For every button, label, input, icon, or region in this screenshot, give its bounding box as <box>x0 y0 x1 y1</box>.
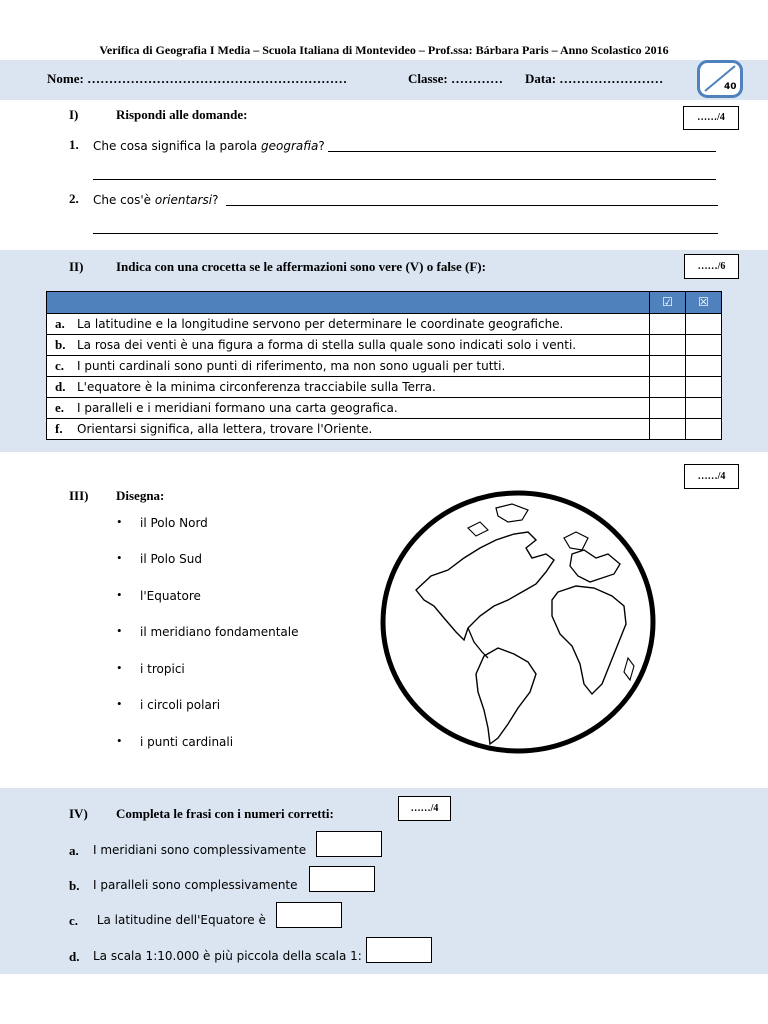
statement-b-false-cell[interactable] <box>686 335 722 356</box>
statement-f: f. Orientarsi significa, alla lettera, trovare l'Oriente. <box>47 419 650 440</box>
draw-item-3: l'Equatore <box>140 589 201 603</box>
statement-e-true-cell[interactable] <box>650 398 686 419</box>
table-row <box>47 398 722 419</box>
table-row <box>47 335 722 356</box>
true-false-table <box>46 291 722 440</box>
section4-title: Completa le frasi con i numeri corretti: <box>116 806 334 821</box>
fill-b-answer-box[interactable] <box>309 866 375 892</box>
table-row <box>47 356 722 377</box>
statement-a: a. La latitudine e la longitudine servono per determinare le coordinate geografiche. <box>47 314 650 335</box>
fill-d-answer-box[interactable] <box>366 937 432 963</box>
name-label[interactable]: Nome: …………………………………………………… <box>47 71 348 86</box>
section4-number: IV) <box>69 806 88 821</box>
statement-b: b. La rosa dei venti è una figura a forma di stella sulla quale sono indicati solo i venti. <box>47 335 650 356</box>
statement-f-false-cell[interactable] <box>686 419 722 440</box>
question2-text: Che cos'è orientarsi? <box>93 193 219 207</box>
fill-b-text: I paralleli sono complessivamente <box>93 878 298 892</box>
draw-item-2: il Polo Sud <box>140 552 202 566</box>
statement-f-true-cell[interactable] <box>650 419 686 440</box>
question1-number: 1. <box>69 137 79 152</box>
bullet-icon: • <box>117 587 122 602</box>
fill-d-text: La scala 1:10.000 è più piccola della scala 1: <box>93 949 362 963</box>
draw-item-4: il meridiano fondamentale <box>140 625 299 639</box>
statement-e-false-cell[interactable] <box>686 398 722 419</box>
false-checkbox-icon: ☒ <box>686 292 722 314</box>
table-row <box>47 419 722 440</box>
fill-c-letter: c. <box>69 913 79 928</box>
date-label[interactable]: Data: …………………… <box>525 71 664 86</box>
total-score-box <box>697 60 743 98</box>
statement-d-true-cell[interactable] <box>650 377 686 398</box>
draw-item-5: i tropici <box>140 662 185 676</box>
statement-c-true-cell[interactable] <box>650 356 686 377</box>
total-score: 40 <box>724 82 737 92</box>
section2-title: Indica con una crocetta se le affermazioni sono vere (V) o false (F): <box>116 259 486 274</box>
class-label[interactable]: Classe: ………… <box>408 71 503 86</box>
section3-score[interactable]: ……/4 <box>684 464 739 489</box>
table-row <box>47 377 722 398</box>
bullet-icon: • <box>117 550 122 565</box>
statement-c: c. I punti cardinali sono punti di riferimento, ma non sono uguali per tutti. <box>47 356 650 377</box>
bullet-icon: • <box>117 660 122 675</box>
bullet-icon: • <box>117 696 122 711</box>
answer1-line-2[interactable] <box>93 179 716 180</box>
fill-a-text: I meridiani sono complessivamente <box>93 843 307 857</box>
draw-item-1: il Polo Nord <box>140 516 208 530</box>
bullet-icon: • <box>117 623 122 638</box>
fill-a-letter: a. <box>69 843 79 858</box>
true-checkbox-icon: ☑ <box>650 292 686 314</box>
table-header-cell <box>47 292 650 314</box>
statement-d: d. L'equatore è la minima circonferenza tracciabile sulla Terra. <box>47 377 650 398</box>
bullet-icon: • <box>117 733 122 748</box>
question2-number: 2. <box>69 191 79 206</box>
statement-d-false-cell[interactable] <box>686 377 722 398</box>
answer1-line-1[interactable] <box>328 151 716 152</box>
world-globe-icon[interactable] <box>376 488 662 760</box>
table-row <box>47 314 722 335</box>
section4-score[interactable]: ……/4 <box>398 796 451 821</box>
section1-title: Rispondi alle domande: <box>116 107 248 122</box>
fill-c-answer-box[interactable] <box>276 902 342 928</box>
statement-e: e. I paralleli e i meridiani formano una carta geografica. <box>47 398 650 419</box>
statement-b-true-cell[interactable] <box>650 335 686 356</box>
bullet-icon: • <box>117 514 122 529</box>
statement-c-false-cell[interactable] <box>686 356 722 377</box>
answer2-line-2[interactable] <box>93 233 718 234</box>
section2-number: II) <box>69 259 84 274</box>
section2-score[interactable]: ……/6 <box>684 254 739 279</box>
draw-item-6: i circoli polari <box>140 698 221 712</box>
answer2-line-1[interactable] <box>226 205 718 206</box>
statement-a-false-cell[interactable] <box>686 314 722 335</box>
fill-d-letter: d. <box>69 949 80 964</box>
table-header-row <box>47 292 722 314</box>
draw-item-7: i punti cardinali <box>140 735 234 749</box>
document-header: Verifica di Geografia I Media – Scuola Italiana di Montevideo – Prof.ssa: Bárbara Paris – Anno Scolastico 2016 <box>99 43 669 57</box>
question1-text: Che cosa significa la parola geografia? <box>93 139 325 153</box>
fill-a-answer-box[interactable] <box>316 831 382 857</box>
fill-c-text: La latitudine dell'Equatore è <box>93 913 266 927</box>
fill-b-letter: b. <box>69 878 80 893</box>
statement-a-true-cell[interactable] <box>650 314 686 335</box>
section1-score[interactable]: ……/4 <box>683 106 739 130</box>
section3-title: Disegna: <box>116 488 165 503</box>
section3-number: III) <box>69 488 89 503</box>
section1-number: I) <box>69 107 79 122</box>
